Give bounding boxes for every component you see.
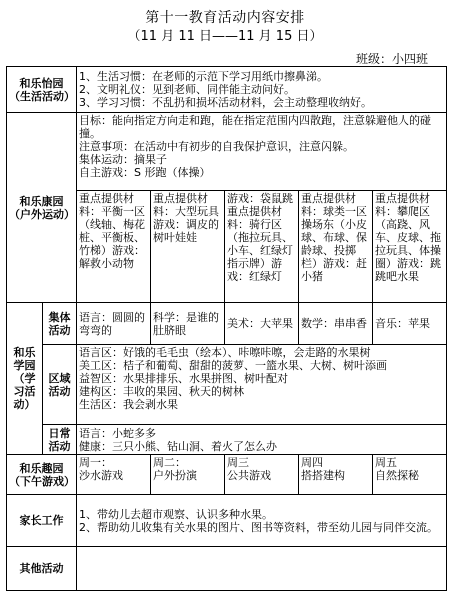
parents-item: 1、带幼儿去超市观察、认识多种水果。 xyxy=(79,507,273,521)
game-name: 沙水游戏 xyxy=(79,469,123,482)
study-group-label: 集体活动 xyxy=(43,303,77,345)
study-daily-label: 日常活动 xyxy=(43,425,77,455)
study-area-row xyxy=(7,345,447,425)
health-cell-fri: 重点提供材料：攀爬区（高跷、风车、皮球、拖拉玩具、体操圈）游戏：跳跳吧水果 xyxy=(373,191,447,303)
study-area-content xyxy=(77,345,447,425)
health-group: 集体运动：摘果子 xyxy=(79,153,167,166)
study-daily-row xyxy=(7,425,447,455)
game-day: 周一： xyxy=(79,456,112,469)
study-group-wed: 美术：大苹果 xyxy=(225,303,299,345)
parents-content xyxy=(77,495,447,547)
health-cell-thu: 重点提供材料：球类一区 操场东（小皮球、布球、保龄球、投掷栏）游戏：赶小猪 xyxy=(299,191,373,303)
other-content xyxy=(77,547,447,591)
study-group-row xyxy=(7,303,447,345)
study-daily-content xyxy=(77,425,447,455)
other-row xyxy=(7,547,447,591)
game-day: 周三 xyxy=(227,456,249,469)
study-label: 和乐学园（学习活动） xyxy=(7,303,43,455)
game-day: 周五 xyxy=(375,456,397,469)
parents-label: 家长工作 xyxy=(7,495,77,547)
study-group-tue: 科学：是谁的肚脐眼 xyxy=(151,303,225,345)
area-item: 美工区：桔子和葡萄、甜甜的菠萝、一篮水果、大树、树叶添画 xyxy=(79,359,387,372)
health-note: 注意事项：在活动中有初步的自我保护意识，注意闪躲。 xyxy=(79,140,354,153)
health-cell-mon: 重点提供材料：平衡一区（线轴、梅花桩、平衡板、竹梯）游戏：解救小动物 xyxy=(77,191,151,303)
game-name: 自然探秘 xyxy=(375,469,419,482)
study-group-thu: 数学：串串香 xyxy=(299,303,373,345)
life-row xyxy=(7,67,447,113)
area-item: 益智区：水果排排乐、水果拼图、树叶配对 xyxy=(79,372,288,385)
life-item: 2、文明礼仪：见到老师、同伴能主动问好。 xyxy=(79,83,295,96)
game-cell-mon xyxy=(77,455,151,495)
life-content xyxy=(77,67,447,113)
class-label: 班级：小四班 xyxy=(355,52,428,66)
games-row xyxy=(7,455,447,495)
health-free: 自主游戏：S 形跑（体操） xyxy=(79,166,211,179)
life-item: 1、生活习惯：在老师的示范下学习用纸巾擦鼻涕。 xyxy=(79,70,328,83)
health-intro-row xyxy=(7,113,447,191)
area-item: 生活区：我会剥水果 xyxy=(79,398,178,411)
page-title: 第十一教育活动内容安排 xyxy=(145,10,305,26)
game-name: 公共游戏 xyxy=(227,469,271,482)
health-cell-wed: 游戏：袋鼠跳 重点提供材料：骑行区（拖拉玩具、小车、红绿灯指示牌）游戏：红绿灯 xyxy=(225,191,299,303)
study-area-label: 区域活动 xyxy=(43,345,77,425)
games-label: 和乐趣园（下午游戏） xyxy=(7,455,77,495)
game-day: 周二： xyxy=(153,456,186,469)
study-group-mon: 语言：圆圆的弯弯的 xyxy=(77,303,151,345)
game-cell-fri xyxy=(373,455,447,495)
study-group-fri: 音乐：苹果 xyxy=(373,303,447,345)
health-intro xyxy=(77,113,447,191)
health-label: 和乐康园（户外运动） xyxy=(7,113,77,303)
game-name: 户外扮演 xyxy=(153,469,197,482)
life-label: 和乐怡园（生活活动） xyxy=(7,67,77,113)
game-cell-wed xyxy=(225,455,299,495)
area-item: 语言区：好饿的毛毛虫（绘本）、咔嚓咔嚓，会走路的水果树 xyxy=(79,346,371,359)
health-goal: 目标：能向指定方向走和跑，能在指定范围内四散跑，注意躲避他人的碰撞。 xyxy=(79,114,431,140)
other-label: 其他活动 xyxy=(7,547,77,591)
area-item: 建构区：丰收的果园、秋天的树林 xyxy=(79,385,244,398)
life-item: 3、学习习惯：不乱扔和损坏活动材料，会主动整理收纳好。 xyxy=(79,96,372,109)
date-range: （11 月 11 日——11 月 15 日） xyxy=(127,29,323,44)
game-cell-thu xyxy=(299,455,373,495)
daily-item: 语言：小蛇多多 xyxy=(79,426,156,440)
schedule-table xyxy=(6,66,447,591)
parents-item: 2、帮助幼儿收集有关水果的图片、图书等资料，带至幼儿园与同伴交流。 xyxy=(79,520,438,534)
daily-item: 健康：三只小熊、钻山洞、着火了怎么办 xyxy=(79,439,277,453)
game-day: 周四 xyxy=(301,456,323,469)
game-cell-tue xyxy=(151,455,225,495)
health-cell-tue: 重点提供材料：大型玩具 游戏：调皮的树叶娃娃 xyxy=(151,191,225,303)
parents-row xyxy=(7,495,447,547)
game-name: 搭搭建构 xyxy=(301,469,345,482)
